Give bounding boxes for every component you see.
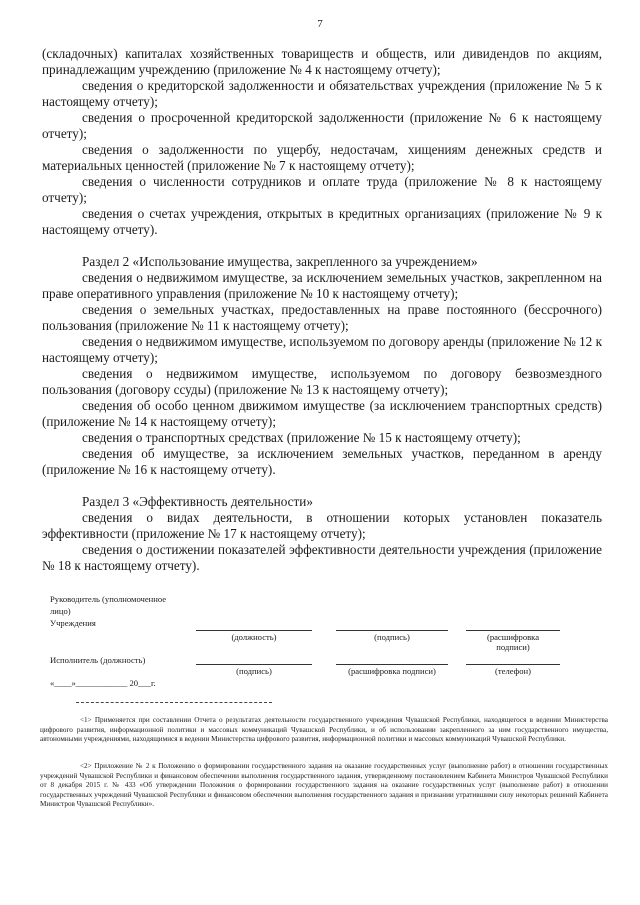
paragraph: сведения о кредиторской задолженности и обязательствах учреждения (приложение № 5 к настоящему отчету); — [42, 78, 602, 109]
executor-label: Исполнитель (должность) — [50, 655, 146, 665]
phone-caption: (телефон) — [495, 666, 531, 676]
signature-line — [336, 630, 448, 631]
date-line: «____»____________ 20___г. — [50, 678, 156, 688]
phone-line — [466, 664, 560, 665]
footnote-text: <2> Приложение № 2 к Положению о формировании государственного задания на оказание государственных услуг (выполнение работ) в отношении государственных учреждений Чувашской Республики и финансовом обеспечении выполнения государственного задания, утвержденному постановлением Кабинета Министров Чувашской Республики от 8 декабря 2015 г. № 433 «Об утверждении Положения о формировании государственного задания на оказание государственных услуг (выполнение работ) в отношении государственных учреждений Чувашской Республики и финансовом обеспечении выполнения государственного задания и признании утратившими силу некоторых решений Кабинета Министров Чувашской Республики». — [40, 762, 608, 808]
paragraph: (складочных) капиталах хозяйственных товариществ и обществ, или дивидендов по акциям, принадлежащим учреждению (приложение № 4 к настоящему отчету); — [42, 46, 602, 77]
section-2-item: сведения об имуществе, за исключением земельных участков, переданном в аренду (приложение № 16 к настоящему отчету). — [42, 446, 602, 477]
footnote-1 — [40, 716, 608, 745]
section-3-item: сведения о видах деятельности, в отношении которых установлен показатель эффективности (приложение № 17 к настоящему отчету); — [42, 510, 602, 541]
executor-decode-line — [336, 664, 448, 665]
paragraph: сведения о задолженности по ущербу, недостачам, хищениям денежных средств и материальных ценностей (приложение № 7 к настоящему отчету); — [42, 142, 602, 173]
section-3-heading: Раздел 3 «Эффективность деятельности» — [82, 494, 313, 509]
executor-signature-line — [196, 664, 312, 665]
head-label-line-3: Учреждения — [50, 618, 96, 628]
footnote-2 — [40, 762, 608, 810]
paragraph: сведения о просроченной кредиторской задолженности (приложение № 6 к настоящему отчету); — [42, 110, 602, 141]
signature-caption: (подпись) — [374, 632, 410, 642]
section-2-item: сведения об особо ценном движимом имуществе (за исключением транспортных средств) (приложение № 14 к настоящему отчету); — [42, 398, 602, 429]
section-2-heading: Раздел 2 «Использование имущества, закрепленного за учреждением» — [82, 254, 478, 269]
footnote-text: <1> Применяется при составлении Отчета о результатах деятельности государственного учреждения Чувашской Республики, находящегося в ведении Министерства цифрового развития, информационной политики и массовых коммуникаций Чувашской Республики, и об использовании закрепленного за ним государственного имущества, автономными учреждениями, находящимися в ведении Министерства цифрового развития, информационной политики и массовых коммуникаций Чувашской Республики. — [40, 716, 608, 743]
executor-signature-caption: (подпись) — [236, 666, 272, 676]
page-number: 7 — [317, 18, 323, 30]
section-3-item: сведения о достижении показателей эффективности деятельности учреждения (приложение № 18 к настоящему отчету). — [42, 542, 602, 573]
head-label-line-2: лицо) — [50, 606, 71, 616]
decode-line — [466, 630, 560, 631]
paragraph: сведения о численности сотрудников и оплате труда (приложение № 8 к настоящему отчету); — [42, 174, 602, 205]
position-caption: (должность) — [231, 632, 277, 642]
section-2-item: сведения о недвижимом имуществе, используемом по договору аренды (приложение № 12 к настоящему отчету); — [42, 334, 602, 365]
executor-decode-caption: (расшифровка подписи) — [348, 666, 436, 676]
footnote-separator — [76, 702, 272, 703]
decode-caption-1: (расшифровка — [486, 632, 540, 642]
decode-caption-2: подписи) — [496, 642, 530, 652]
signature-block — [42, 592, 602, 692]
section-2-item: сведения о недвижимом имуществе, используемом по договору безвозмездного пользования (договору ссуды) (приложение № 13 к настоящему отчету); — [42, 366, 602, 397]
section-2-item: сведения о транспортных средствах (приложение № 15 к настоящему отчету); — [82, 430, 521, 445]
paragraph: сведения о счетах учреждения, открытых в кредитных организациях (приложение № 9 к настоящему отчету). — [42, 206, 602, 237]
section-2-item: сведения о земельных участках, предоставленных на праве постоянного (бессрочного) пользования (приложение № 11 к настоящему отчету); — [42, 302, 602, 333]
position-line — [196, 630, 312, 631]
head-label-line-1: Руководитель (уполномоченное — [50, 594, 167, 604]
section-2-item: сведения о недвижимом имуществе, за исключением земельных участков, закрепленном на праве оперативного управления (приложение № 10 к настоящему отчету); — [42, 270, 602, 301]
document-body — [42, 46, 602, 574]
